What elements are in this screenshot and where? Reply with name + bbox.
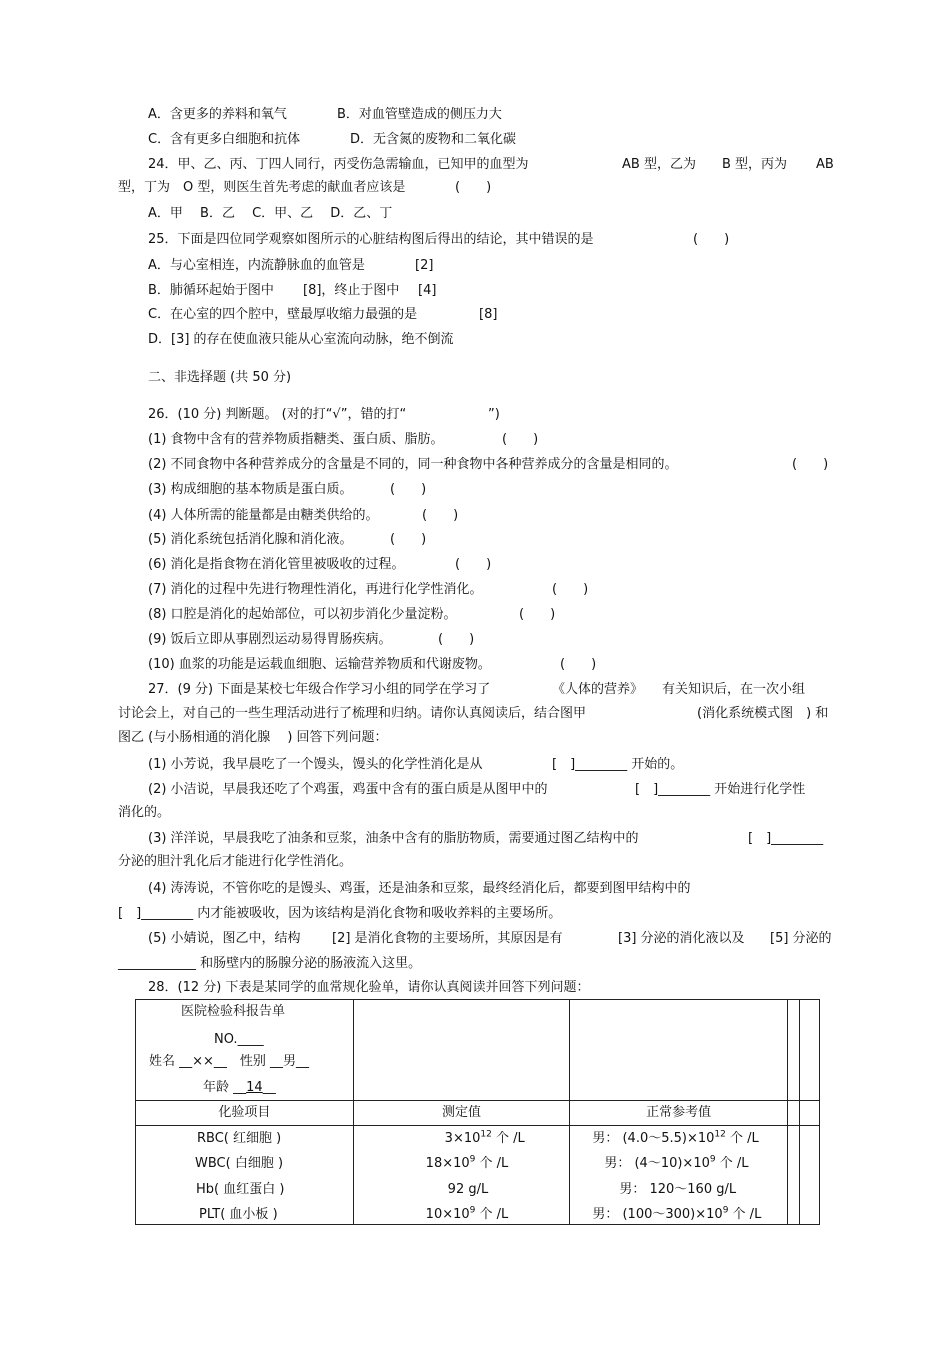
q27-sub5-d: [5] 分泌的 xyxy=(770,931,832,946)
q25-option-c: C．在心室的四个腔中，壁最厚收缩力最强的是 xyxy=(148,307,418,322)
table-row-reference: 男： 120～160 g/L xyxy=(619,1182,737,1197)
q25-option-b-ref2: [4] xyxy=(418,283,437,298)
q27-sub2-cont: 消化的。 xyxy=(118,805,171,820)
q25-answer-paren: ( ) xyxy=(693,232,730,247)
q27-sub1: (1) 小芳说，我早晨吃了一个馒头，馒头的化学性消化是从 xyxy=(148,757,483,772)
q27-sub1-blank: [ ]________ 开始的。 xyxy=(552,757,684,772)
q26-item-paren: ( ) xyxy=(792,457,829,472)
q26-item-paren: ( ) xyxy=(519,607,556,622)
q27-sub2-blank: [ ]________ 开始进行化学性 xyxy=(635,782,806,797)
q27-sub5-b: [2] 是消化食物的主要场所，其原因是有 xyxy=(332,931,563,946)
q27-stem-tail: 有关知识后，在一次小组 xyxy=(662,682,806,697)
table-row-item: PLT( 血小板 ) xyxy=(199,1207,278,1222)
q24-stem-c: B 型，丙为 xyxy=(722,157,788,172)
q27-stem-line2-tail: (消化系统模式图 ) 和 xyxy=(697,706,829,721)
q26-item: (6) 消化是指食物在消化管里被吸收的过程。 xyxy=(148,557,405,572)
table-row-value: $18\times 10^9$ 个 /L xyxy=(425,1154,509,1171)
q26-item: (1) 食物中含有的营养物质指糖类、蛋白质、脂肪。 xyxy=(148,432,444,447)
q26-item-paren: ( ) xyxy=(560,657,597,672)
q26-item: (7) 消化的过程中先进行物理性消化，再进行化学性消化。 xyxy=(148,582,483,597)
q24-stem-b: AB 型，乙为 xyxy=(622,157,696,172)
table-row-item: RBC( 红细胞 ) xyxy=(197,1131,282,1146)
q27-stem-line3: 图乙 (与小肠相通的消化腺 ) 回答下列问题： xyxy=(118,730,388,745)
q26-stem: 26．(10 分) 判断题。 (对的打“√”，错的打“ xyxy=(148,407,407,422)
q27-sub2: (2) 小洁说，早晨我还吃了个鸡蛋，鸡蛋中含有的蛋白质是从图甲中的 xyxy=(148,782,548,797)
q26-item: (5) 消化系统包括消化腺和消化液。 xyxy=(148,532,353,547)
q26-item-paren: ( ) xyxy=(390,482,427,497)
q27-sub3: (3) 洋洋说，早晨我吃了油条和豆浆，油条中含有的脂肪物质，需要通过图乙结构中的 xyxy=(148,831,639,846)
q25-option-a: A．与心室相连，内流静脉血的血管是 xyxy=(148,258,365,273)
q27-stem-line2: 讨论会上，对自己的一些生理活动进行了梳理和归纳。请你认真阅读后，结合图甲 xyxy=(118,706,587,721)
q24-stem-d: AB xyxy=(816,157,834,172)
q27-stem-book: 《人体的营养》 xyxy=(552,682,644,697)
q25-option-c-ref: [8] xyxy=(479,307,498,322)
q24-stem: 24．甲、乙、丙、丁四人同行，丙受伤急需输血，已知甲的血型为 xyxy=(148,157,529,172)
q26-item-paren: ( ) xyxy=(552,582,589,597)
q23-option-c: C．含有更多白细胞和抗体 xyxy=(148,132,301,147)
report-no: NO.____ xyxy=(214,1032,264,1047)
q26-item: (4) 人体所需的能量都是由糖类供给的。 xyxy=(148,508,379,523)
q26-item: (9) 饭后立即从事剧烈运动易得胃肠疾病。 xyxy=(148,632,392,647)
q25-option-b-ref1: [8]，终止于图中 xyxy=(303,283,400,298)
q27-sub3-cont: 分泌的胆汁乳化后才能进行化学性消化。 xyxy=(118,854,353,869)
col-header-reference: 正常参考值 xyxy=(570,1101,788,1126)
col-header-item: 化验项目 xyxy=(136,1101,354,1126)
q24-options: A．甲 B．乙 C．甲、乙 D．乙、丁 xyxy=(148,206,393,221)
q26-stem-end: ”) xyxy=(488,407,500,422)
q23-option-b: B．对血管壁造成的侧压力大 xyxy=(337,107,502,122)
q27-sub4-cont: [ ]________ 内才能被吸收，因为该结构是消化食物和吸收养料的主要场所。 xyxy=(118,906,562,921)
section-title: 二、非选择题 (共 50 分) xyxy=(148,370,292,385)
q27-sub3-blank: [ ]________ xyxy=(748,831,824,846)
q26-item-paren: ( ) xyxy=(438,632,475,647)
report-title: 医院检验科报告单 xyxy=(181,1004,286,1019)
table-row-value: 92 g/L xyxy=(447,1182,489,1197)
value-cell xyxy=(353,1126,570,1225)
q27-sub4: (4) 涛涛说，不管你吃的是馒头、鸡蛋，还是油条和豆浆，最终经消化后，都要到图甲结构中的 xyxy=(148,881,691,896)
q26-item: (3) 构成细胞的基本物质是蛋白质。 xyxy=(148,482,353,497)
q26-item-paren: ( ) xyxy=(502,432,539,447)
q27-sub5-cont: ____________ 和肠壁内的肠腺分泌的肠液流入这里。 xyxy=(118,956,422,971)
q26-item: (2) 不同食物中各种营养成分的含量是不同的，同一种食物中各种营养成分的含量是相同的。 xyxy=(148,457,678,472)
q25-option-d: D．[3] 的存在使血液只能从心室流向动脉，绝不倒流 xyxy=(148,332,454,347)
q24-stem-line2: 型，丁为 O 型，则医生首先考虑的献血者应该是 xyxy=(118,180,406,195)
q27-sub5-c: [3] 分泌的消化液以及 xyxy=(618,931,745,946)
q25-option-a-ref: [2] xyxy=(415,258,434,273)
q26-item-paren: ( ) xyxy=(455,557,492,572)
table-row-value: $3\times 10^{12}$ 个 /L xyxy=(444,1129,525,1146)
table-row-reference: 男： $(100\sim 300)\times 10^9$ 个 /L xyxy=(592,1205,762,1222)
q25-stem: 25．下面是四位同学观察如图所示的心脏结构图后得出的结论，其中错误的是 xyxy=(148,232,594,247)
table-row-reference: 男： $(4.0\sim 5.5)\times 10^{12}$ 个 /L xyxy=(592,1129,759,1146)
blood-report-table xyxy=(135,999,820,1225)
q23-option-d: D．无含氮的废物和二氧化碳 xyxy=(350,132,517,147)
q23-option-a: A．含更多的养料和氧气 xyxy=(148,107,287,122)
item-cell xyxy=(136,1126,354,1225)
table-row-item: Hb( 血红蛋白 ) xyxy=(196,1182,285,1197)
col-header-value: 测定值 xyxy=(353,1101,570,1126)
q26-item-paren: ( ) xyxy=(422,508,459,523)
report-header-cell xyxy=(136,1000,354,1101)
table-row-reference: 男： $(4\sim 10)\times 10^9$ 个 /L xyxy=(604,1154,749,1171)
table-row-value: $10\times 10^9$ 个 /L xyxy=(425,1205,509,1222)
q26-item: (8) 口腔是消化的起始部位，可以初步消化少量淀粉。 xyxy=(148,607,457,622)
q28-stem: 28．(12 分) 下表是某同学的血常规化验单，请你认真阅读并回答下列问题： xyxy=(148,980,590,995)
report-age: 年龄 __14__ xyxy=(203,1080,276,1095)
q27-stem: 27．(9 分) 下面是某校七年级合作学习小组的同学在学习了 xyxy=(148,682,491,697)
report-name-gender: 姓名 __××__ 性别 __男__ xyxy=(149,1054,310,1069)
q26-item: (10) 血浆的功能是运载血细胞、运输营养物质和代谢废物。 xyxy=(148,657,491,672)
table-row-item: WBC( 白细胞 ) xyxy=(195,1156,284,1171)
reference-cell xyxy=(570,1126,788,1225)
q25-option-b: B．肺循环起始于图中 xyxy=(148,283,274,298)
q24-answer-paren: ( ) xyxy=(455,180,492,195)
q26-item-paren: ( ) xyxy=(390,532,427,547)
q27-sub5: (5) 小婧说，图乙中，结构 xyxy=(148,931,301,946)
